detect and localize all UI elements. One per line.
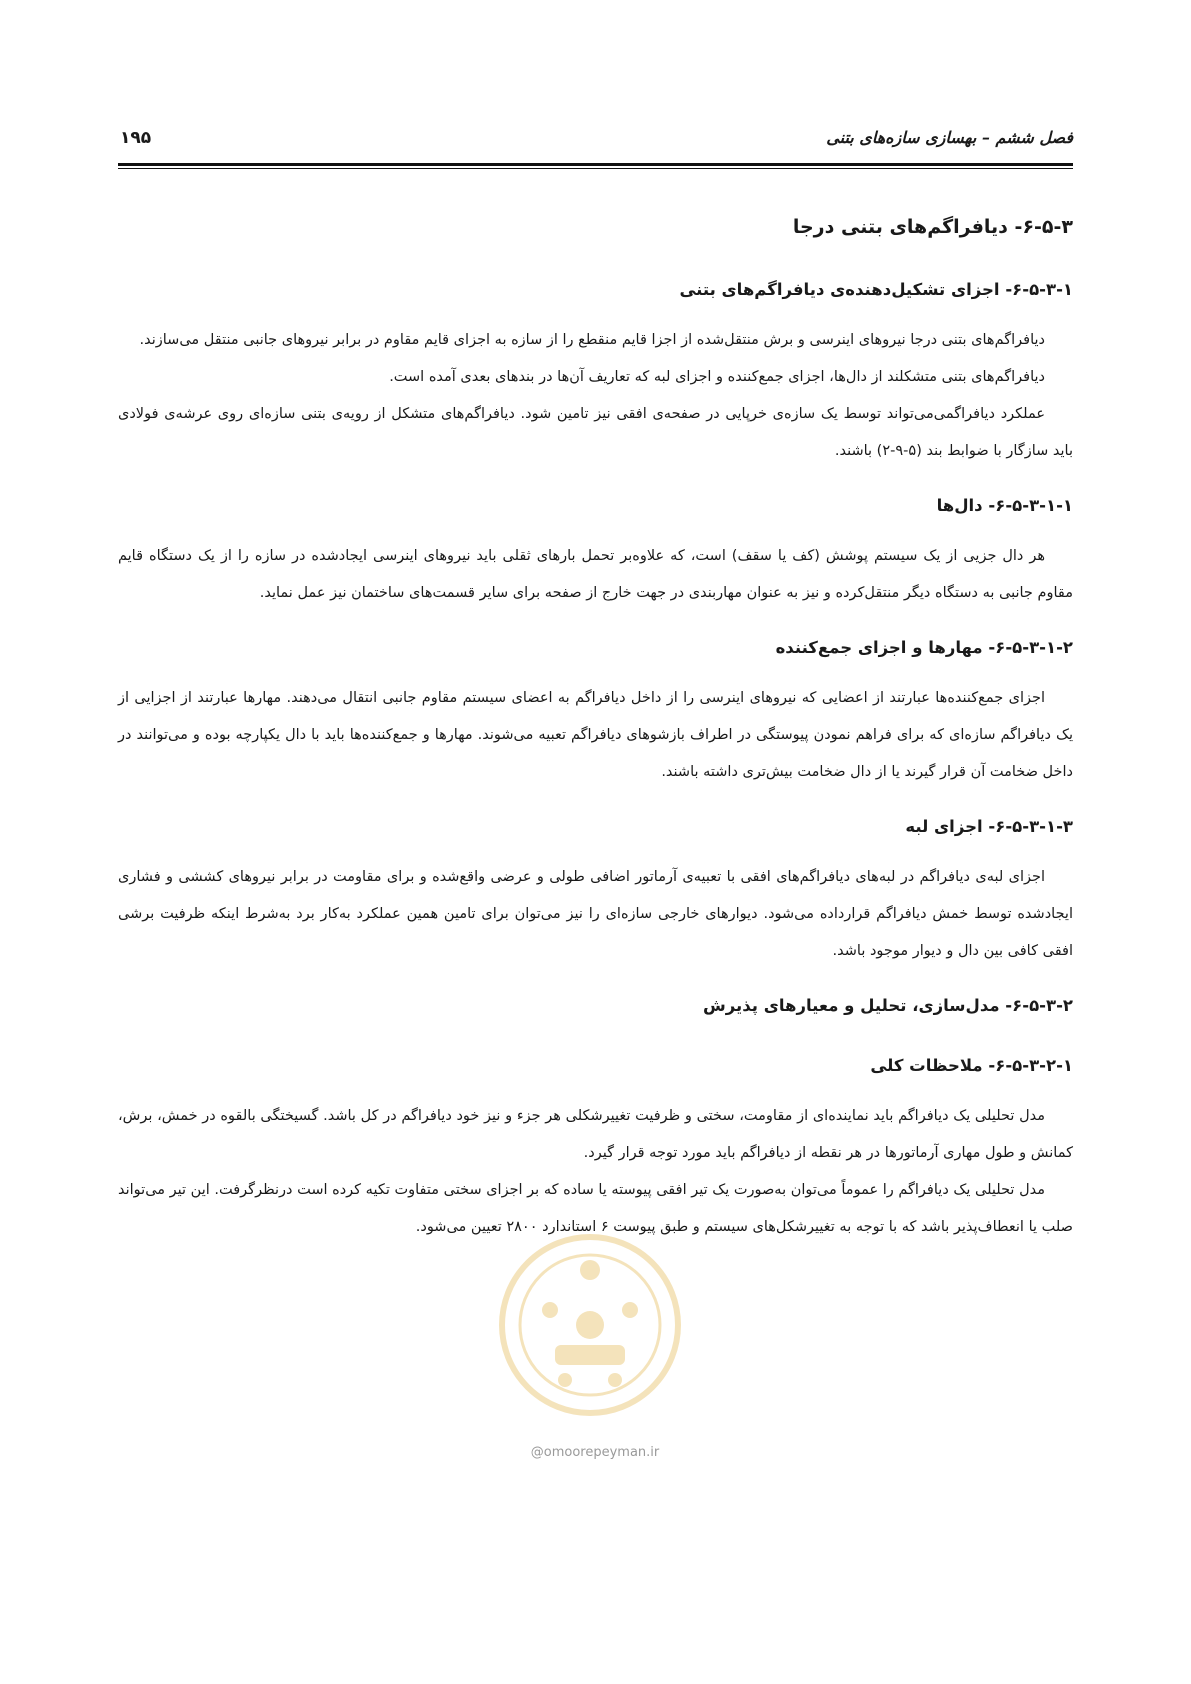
- section-title: ۶-۵-۳- دیافراگم‌های بتنی درجا: [792, 216, 1073, 238]
- header-rule-thick: [118, 163, 1073, 166]
- paragraph: مدل تحلیلی یک دیافراگم باید نماینده‌ای از مقاومت، سختی و ظرفیت تغییرشکلی هر جزء و نیز خود دیافراگم در کل باشد. گسیختگی بالقوه در خمش، برش، کمانش و طول مهاری آرماتورها در هر نقطه از دیافراگم باید مورد توجه قرار گیرد.: [118, 1108, 1073, 1161]
- heading-general: ۶-۵-۳-۲-۱- ملاحظات کلی: [870, 1056, 1073, 1075]
- paragraph: اجزای لبه‌ی دیافراگم در لبه‌های دیافراگم‌های افقی با تعبیه‌ی آرماتور اضافی طولی و عرضی واقع‌شده و برای مقاومت در برابر نیروهای کششی و فشاری ایجادشده توسط خمش دیافراگم قرارداده می‌شود. دیوارهای خارجی سازه‌ای را نیز می‌توان برای تامین همین عملکرد به‌کار برد به‌شرط اینکه ظرفیت برشی افقی کافی بین دال و دیوار موجود باشد.: [118, 869, 1073, 959]
- heading-components: ۶-۵-۳-۱- اجزای تشکیل‌دهنده‌ی دیافراگم‌های بتنی: [679, 280, 1073, 299]
- paragraph: عملکرد دیافراگمی‌می‌تواند توسط یک سازه‌ی خرپایی در صفحه‌ی افقی نیز تامین شود. دیافراگم‌های متشکل از رویه‌ی بتنی سازه‌ای روی عرشه‌ی فولادی باید سازگار با ضوابط بند (۵-۹-۲) باشند.: [118, 406, 1073, 459]
- chapter-title: فصل ششم – بهسازی سازه‌های بتنی: [826, 128, 1073, 147]
- heading-slabs: ۶-۵-۳-۱-۱- دال‌ها: [936, 496, 1073, 515]
- paragraph: اجزای جمع‌کننده‌ها عبارتند از اعضایی که نیروهای اینرسی را از داخل دیافراگم به اعضای سیستم مقاوم جانبی انتقال می‌دهند. مهارها عبارتند از اجزایی از یک دیافراگم سازه‌ای که برای فراهم نمودن پیوستگی در اطراف بازشوهای دیافراگم تعبیه می‌شوند. مهارها و جمع‌کننده‌ها باید با دال یکپارچه بوده و می‌توانند در داخل ضخامت آن قرار گیرند یا از دال ضخامت بیش‌تری داشته باشند.: [118, 690, 1073, 780]
- paragraph: هر دال جزیی از یک سیستم پوشش (کف یا سقف) است، که علاوه‌بر تحمل بارهای ثقلی باید نیروهای اینرسی ایجادشده در سازه را از یک دستگاه قایم مقاوم جانبی به دستگاه دیگر منتقل‌کرده و نیز به عنوان مهاربندی در جهت خارج از صفحه برای سایر قسمت‌های ساختمان نیز عمل نماید.: [118, 548, 1073, 601]
- page-content: [118, 212, 1073, 1246]
- heading-modeling: ۶-۵-۳-۲- مدل‌سازی، تحلیل و معیارهای پذیرش: [703, 996, 1073, 1015]
- watermark-url: @omoorepeyman.ir: [530, 1445, 660, 1460]
- header-rule-thin: [118, 168, 1073, 169]
- publisher-seal-icon: [495, 1230, 685, 1420]
- page-header: [118, 128, 1073, 162]
- heading-collectors: ۶-۵-۳-۱-۲- مهارها و اجزای جمع‌کننده: [775, 638, 1073, 657]
- paragraph: مدل تحلیلی یک دیافراگم را عموماً می‌توان به‌صورت یک تیر افقی پیوسته یا ساده که بر اجزای سختی متفاوت تکیه کرده است درنظرگرفت. این تیر می‌تواند صلب یا انعطاف‌پذیر باشد که با توجه به تغییرشکل‌های سیستم و طبق پیوست ۶ استاندارد ۲۸۰۰ تعیین می‌شود.: [118, 1182, 1073, 1235]
- paragraph: دیافراگم‌های بتنی متشکلند از دال‌ها، اجزای جمع‌کننده و اجزای لبه که تعاریف آن‌ها در بندهای بعدی آمده است.: [389, 369, 1045, 385]
- heading-chords: ۶-۵-۳-۱-۳- اجزای لبه: [905, 817, 1073, 836]
- paragraph: دیافراگم‌های بتنی درجا نیروهای اینرسی و برش منتقل‌شده از اجزا قایم منقطع را از سازه به اجزای قایم مقاوم در برابر نیروهای جانبی منتقل می‌سازند.: [139, 332, 1045, 348]
- page-number: ۱۹۵: [120, 128, 152, 148]
